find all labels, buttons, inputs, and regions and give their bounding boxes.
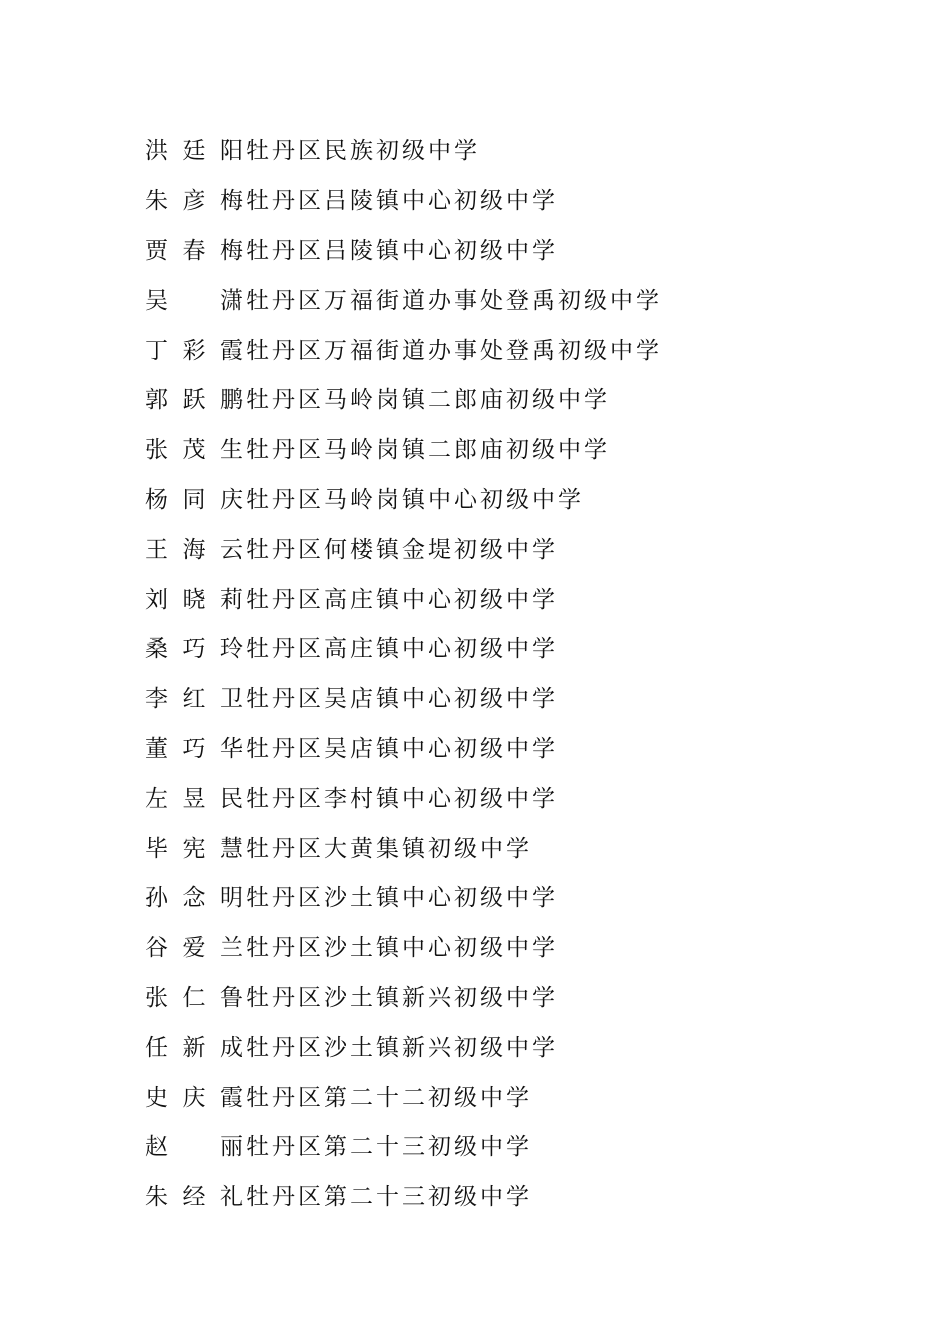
- list-item: [145, 722, 662, 772]
- school-name: 牡丹区沙土镇中心初级中学: [246, 935, 558, 962]
- school-name: 牡丹区马岭岗镇中心初级中学: [246, 486, 584, 513]
- teacher-name: 吴 潇: [145, 287, 246, 314]
- list-item: [145, 921, 662, 971]
- list-item: [145, 1020, 662, 1070]
- school-name: 牡丹区万福街道办事处登禹初级中学: [246, 337, 662, 364]
- teacher-name: 桑巧玲: [145, 636, 246, 663]
- teacher-name: 张茂生: [145, 437, 246, 464]
- teacher-name: 杨同庆: [145, 486, 246, 513]
- teacher-name: 左昱民: [145, 785, 246, 812]
- teacher-name: 史庆霞: [145, 1084, 246, 1111]
- teacher-name: 洪廷阳: [145, 138, 246, 165]
- list-item: [145, 821, 662, 871]
- teacher-name: 郭跃鹏: [145, 387, 246, 414]
- list-item: [145, 971, 662, 1021]
- school-name: 牡丹区民族初级中学: [246, 138, 480, 165]
- list-item: [145, 473, 662, 523]
- school-name: 牡丹区沙土镇中心初级中学: [246, 885, 558, 912]
- school-name: 牡丹区吕陵镇中心初级中学: [246, 237, 558, 264]
- list-item: [145, 622, 662, 672]
- school-name: 牡丹区何楼镇金堤初级中学: [246, 536, 558, 563]
- list-item: [145, 273, 662, 323]
- list-item: [145, 323, 662, 373]
- school-name: 牡丹区沙土镇新兴初级中学: [246, 984, 558, 1011]
- school-name: 牡丹区大黄集镇初级中学: [246, 835, 532, 862]
- school-name: 牡丹区第二十三初级中学: [246, 1184, 532, 1211]
- teacher-name: 贾春梅: [145, 237, 246, 264]
- teacher-name: 谷爱兰: [145, 935, 246, 962]
- school-name: 牡丹区马岭岗镇二郎庙初级中学: [246, 437, 610, 464]
- school-name: 牡丹区吴店镇中心初级中学: [246, 686, 558, 713]
- list-item: [145, 771, 662, 821]
- teacher-name: 张仁鲁: [145, 984, 246, 1011]
- school-name: 牡丹区马岭岗镇二郎庙初级中学: [246, 387, 610, 414]
- list-item: [145, 522, 662, 572]
- teacher-name: 朱彦梅: [145, 188, 246, 215]
- teacher-name: 丁彩霞: [145, 337, 246, 364]
- teacher-name: 孙念明: [145, 885, 246, 912]
- school-name: 牡丹区李村镇中心初级中学: [246, 785, 558, 812]
- list-item: [145, 572, 662, 622]
- list-item: [145, 1070, 662, 1120]
- school-name: 牡丹区吕陵镇中心初级中学: [246, 188, 558, 215]
- teacher-name: 李红卫: [145, 686, 246, 713]
- school-name: 牡丹区吴店镇中心初级中学: [246, 735, 558, 762]
- list-item: [145, 124, 662, 174]
- teacher-name: 毕宪慧: [145, 835, 246, 862]
- teacher-name: 任新成: [145, 1034, 246, 1061]
- school-name: 牡丹区万福街道办事处登禹初级中学: [246, 287, 662, 314]
- teacher-name: 董巧华: [145, 735, 246, 762]
- school-name: 牡丹区高庄镇中心初级中学: [246, 586, 558, 613]
- school-name: 牡丹区高庄镇中心初级中学: [246, 636, 558, 663]
- list-item: [145, 174, 662, 224]
- school-name: 牡丹区第二十三初级中学: [246, 1134, 532, 1161]
- list-item: [145, 871, 662, 921]
- teacher-name: 赵 丽: [145, 1134, 246, 1161]
- teacher-name: 朱经礼: [145, 1184, 246, 1211]
- list-item: [145, 672, 662, 722]
- list-item: [145, 1120, 662, 1170]
- list-item: [145, 1170, 662, 1220]
- list-item: [145, 373, 662, 423]
- list-item: [145, 423, 662, 473]
- teacher-school-list: [145, 124, 662, 1220]
- teacher-name: 王海云: [145, 536, 246, 563]
- teacher-name: 刘晓莉: [145, 586, 246, 613]
- list-item: [145, 224, 662, 274]
- school-name: 牡丹区第二十二初级中学: [246, 1084, 532, 1111]
- school-name: 牡丹区沙土镇新兴初级中学: [246, 1034, 558, 1061]
